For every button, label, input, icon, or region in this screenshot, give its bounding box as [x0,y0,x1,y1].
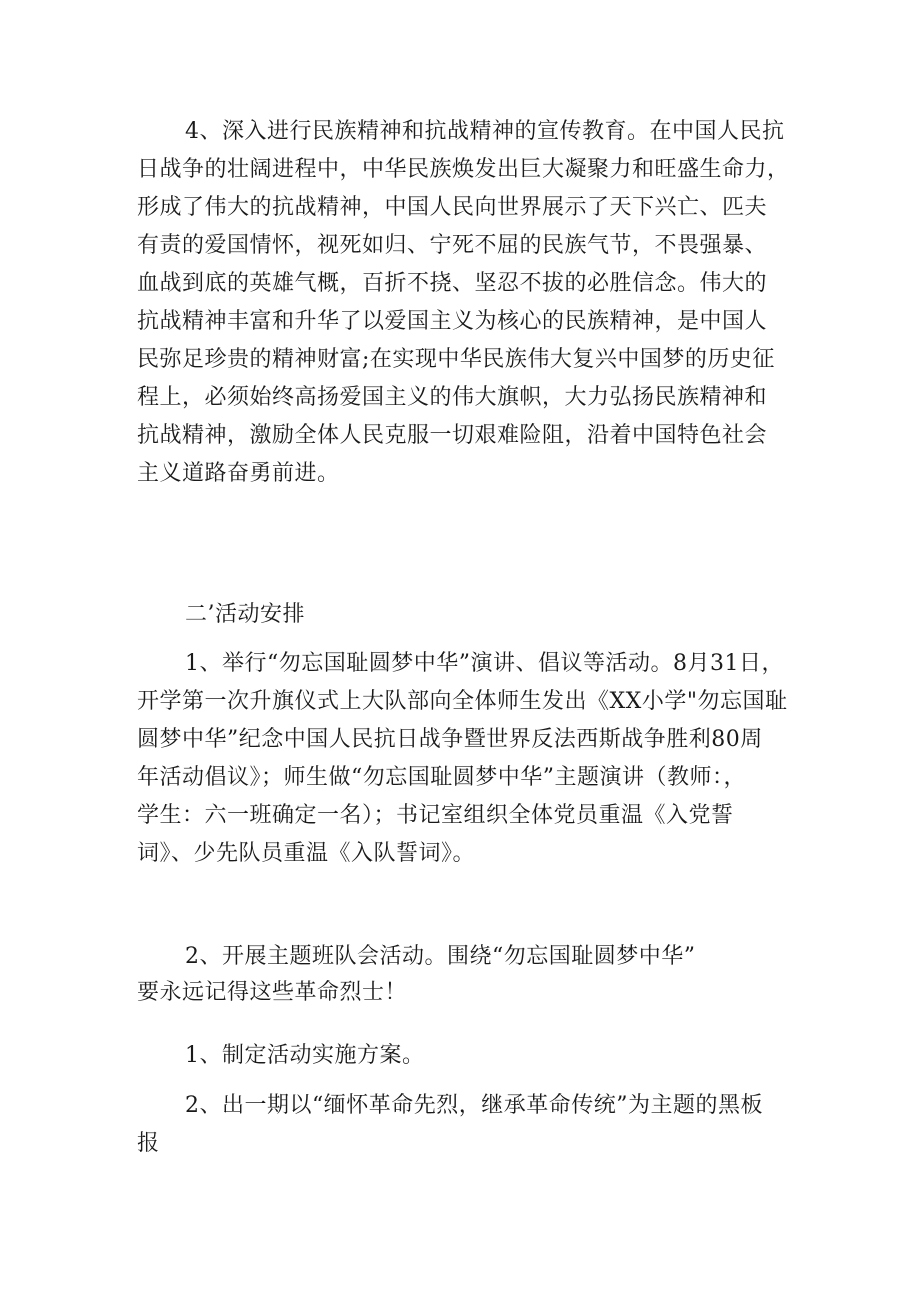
text-line: 民弥足珍贵的精神财富;在实现中华民族伟大复兴中国梦的历史征 [137,347,775,372]
text-line: 有责的爱国情怀，视死如归、宁死不屈的民族气节，不畏强暴、 [137,233,768,258]
text-line: 日战争的壮阔进程中，中华民族焕发出巨大凝聚力和旺盛生命力， [137,157,790,182]
text-line: 主义道路奋勇前进。 [137,461,340,486]
text-line: 4、深入进行民族精神和抗战精神的宣传教育。在中国人民抗 [185,119,785,144]
paragraph-blackboard [137,1087,817,1163]
text-line: 程上，必须始终高扬爱国主义的伟大旗帜，大力弘扬民族精神和 [137,385,768,410]
paragraph-speech-activity [137,645,817,873]
section-heading [137,596,817,634]
text-line: 1、制定活动实施方案。 [185,1043,425,1068]
text-line: 2、出一期以“缅怀革命先烈，继承革命传统”为主题的黑板 [185,1093,763,1118]
text-line: 1、举行“勿忘国耻圆梦中华”演讲、倡议等活动。8月31日， [185,651,784,676]
text-line: 年活动倡议》；师生做“勿忘国耻圆梦中华”主题演讲（教师：， [137,765,746,790]
text-line: 要永远记得这些革命烈士！ [137,980,408,1005]
paragraph-spirit-education [137,113,817,493]
text-line: 血战到底的英雄气概，百折不挠、坚忍不拔的必胜信念。伟大的 [137,271,768,296]
text-line: 形成了伟大的抗战精神，中国人民向世界展示了天下兴亡、匹夫 [137,195,768,220]
text-line: 抗战精神丰富和升华了以爱国主义为核心的民族精神，是中国人 [137,309,768,334]
text-line: 报 [137,1131,160,1156]
text-line: 学生：六一班确定一名）；书记室组织全体党员重温《入党誓 [137,803,734,828]
text-line: 开学第一次升旗仪式上大队部向全体师生发出《XX小学"勿忘国耻 [137,689,788,714]
paragraph-class-meeting [137,938,817,1010]
paragraph-plan [137,1037,817,1075]
heading-text: 二’活动安排 [185,602,305,627]
text-line: 2、开展主题班队会活动。围绕“勿忘国耻圆梦中华” [185,944,696,969]
text-line: 抗战精神，激励全体人民克服一切艰难险阻，沿着中国特色社会 [137,423,768,448]
text-line: 圆梦中华”纪念中国人民抗日战争暨世界反法西斯战争胜利80周 [137,727,763,752]
text-line: 词》、少先队员重温《入队誓词》。 [137,841,476,866]
